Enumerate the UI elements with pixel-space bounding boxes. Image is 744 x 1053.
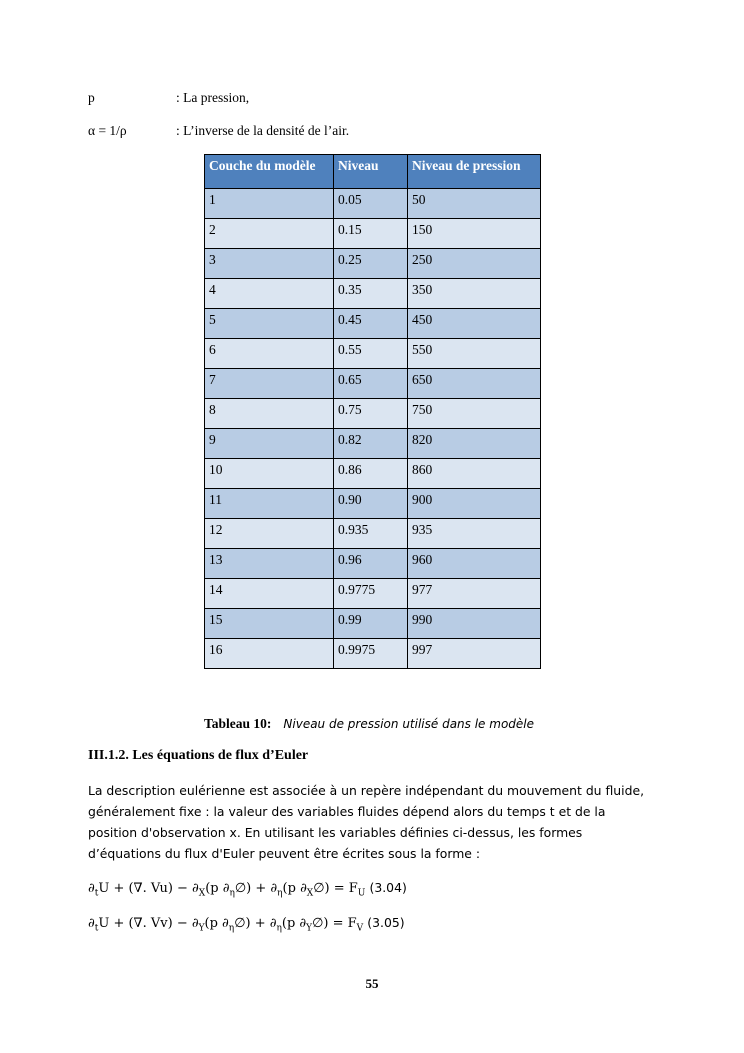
table-cell: 0.25 [334,249,408,279]
table-cell: 10 [205,459,334,489]
table-row [205,519,541,549]
section-title: III.1.2. Les équations de flux d’Euler [88,748,309,763]
table-row [205,399,541,429]
table-cell: 11 [205,489,334,519]
table-caption [204,716,534,732]
table-cell: 960 [408,549,541,579]
table-cell: 0.05 [334,189,408,219]
table-cell: 9 [205,429,334,459]
table-cell: 8 [205,399,334,429]
equation-number: (3.05) [367,915,405,930]
table-cell: 0.90 [334,489,408,519]
table-cell: 550 [408,339,541,369]
table-cell: 3 [205,249,334,279]
table-cell: 0.65 [334,369,408,399]
table-cell: 150 [408,219,541,249]
table-cell: 900 [408,489,541,519]
table-cell: 50 [408,189,541,219]
table-cell: 860 [408,459,541,489]
table-cell: 935 [408,519,541,549]
caption-label: Tableau 10: [204,716,272,731]
table-cell: 1 [205,189,334,219]
table-cell: 0.9975 [334,639,408,669]
table-cell: 450 [408,309,541,339]
table-cell: 13 [205,549,334,579]
equation-3-05: $\partial_tU$ + (∇. $Vv) - \partial_Y(p$ $\partial_\eta\emptyset) + \partial_\eta(p$ $\partial_Y\emptyset) = F_V$ (3.05) [88,915,405,934]
page-number: 55 [365,976,379,991]
table-cell: 0.75 [334,399,408,429]
table-row [205,369,541,399]
header-level: Niveau [334,155,408,189]
table-row [205,489,541,519]
table-row [205,309,541,339]
equation-number: (3.04) [369,880,407,895]
table-cell: 0.45 [334,309,408,339]
table-row [205,219,541,249]
symbol-p: p [88,90,95,105]
table-cell: 350 [408,279,541,309]
table-row [205,339,541,369]
table-header-row [205,155,541,189]
table-row [205,249,541,279]
caption-text: Niveau de pression utilisé dans le modèle [283,717,535,731]
pressure-level-table [204,154,541,669]
table-row [205,579,541,609]
definition-text: : L’inverse de la densité de l’air. [176,123,350,138]
table-cell: 650 [408,369,541,399]
table-row [205,639,541,669]
table-cell: 0.9775 [334,579,408,609]
table-cell: 997 [408,639,541,669]
equation-3-04: $\partial_tU$ + (∇. $Vu) - \partial_X(p$ $\partial_\eta\emptyset) + \partial_\eta(p$ $\partial_X\emptyset) = F_U$ (3.04) [88,880,407,899]
table-row [205,189,541,219]
symbol-alpha: α = 1/ρ [88,123,127,138]
table-cell: 16 [205,639,334,669]
table-cell: 0.55 [334,339,408,369]
table-cell: 6 [205,339,334,369]
table-cell: 0.96 [334,549,408,579]
body-paragraph: La description eulérienne est associée à un repère indépendant du mouvement du fluide, généralement fixe : la valeur des variables fluides dépend alors du temps t et de la position d'observation x. En utilisant les variables définies ci-dessus, les formes d’équations du flux d'Euler peuvent être écrites sous la forme : [88,783,645,861]
header-pressure-level: Niveau de pression [408,155,541,189]
table-cell: 0.99 [334,609,408,639]
table-cell: 7 [205,369,334,399]
header-layer: Couche du modèle [205,155,334,189]
definition-text: : La pression, [176,90,250,105]
table-row [205,459,541,489]
table-cell: 0.82 [334,429,408,459]
table-cell: 5 [205,309,334,339]
table-cell: 250 [408,249,541,279]
table-row [205,279,541,309]
table-cell: 12 [205,519,334,549]
table-cell: 0.935 [334,519,408,549]
table-cell: 15 [205,609,334,639]
table-cell: 0.86 [334,459,408,489]
table-cell: 977 [408,579,541,609]
table-cell: 820 [408,429,541,459]
table-cell: 0.15 [334,219,408,249]
table-cell: 990 [408,609,541,639]
table-row [205,429,541,459]
table-cell: 14 [205,579,334,609]
table-cell: 2 [205,219,334,249]
table-row [205,549,541,579]
table-row [205,609,541,639]
table-cell: 750 [408,399,541,429]
table-cell: 4 [205,279,334,309]
table-body [205,189,541,669]
table-cell: 0.35 [334,279,408,309]
